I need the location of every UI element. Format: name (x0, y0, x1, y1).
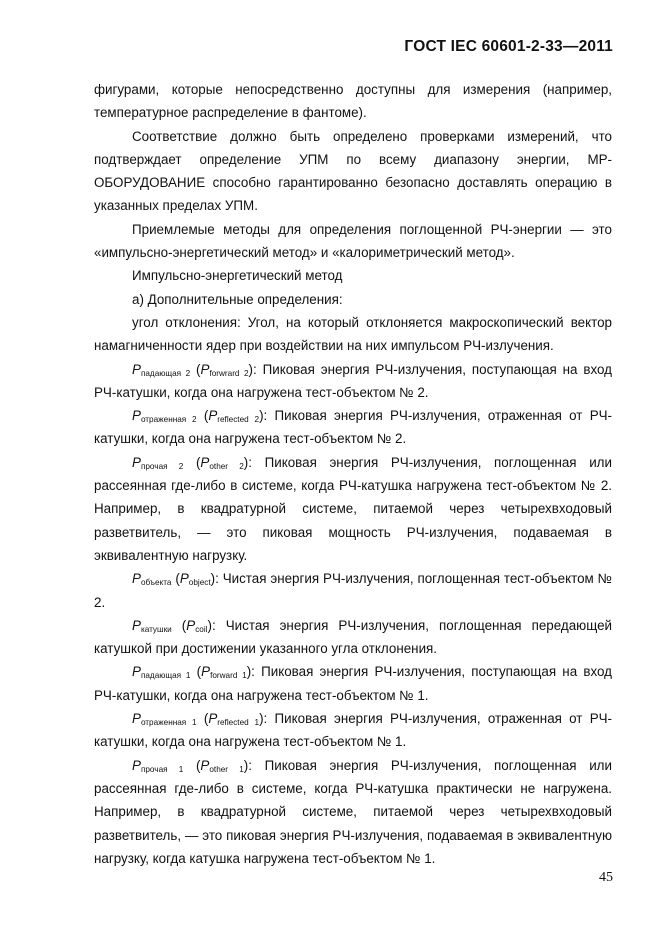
list-item: а) Дополнительные определения: (132, 291, 343, 307)
symbol: P (132, 571, 141, 587)
definition-p-reflected-1: $P_{отраженная 1}$ $(P_{reflected 1})$: Пиковая энергия РЧ-излучения, отраженная от РЧ-катушки, когда она нагружена тест-объектом № 1. (94, 711, 613, 750)
symbol: P (132, 757, 141, 773)
subscript: other 1 (209, 764, 244, 774)
paragraph: Приемлемые методы для определения поглощенной РЧ-энергии — это «импульсно-энергетический метод» и «калориметрический метод». (94, 221, 612, 261)
definition-p-forward-2: $P_{падающая 2}$ $(P_{forwrard 2})$: Пиковая энергия РЧ-излучения, поступающая на вход РЧ-катушки, когда она нагружена тест-объектом № 2. (94, 361, 612, 400)
symbol: P (200, 757, 210, 773)
definition-p-forward-1: $P_{падающая 1}$ $(P_{forward 1})$: Пиковая энергия РЧ-излучения, поступающая на вход РЧ-катушки, когда она нагружена тест-объектом № 1. (94, 664, 612, 703)
symbol: P (208, 408, 218, 424)
definition-text: ): Пиковая энергия РЧ-излучения, поступающая на вход РЧ-катушки, когда она нагружена тест-объектом № 1. (94, 664, 612, 703)
section-heading: Импульсно-энергетический метод (132, 268, 343, 284)
symbol: P (200, 454, 210, 470)
symbol: P (179, 571, 189, 587)
document-body (94, 78, 612, 870)
definition-text: ): Чистая энергия РЧ-излучения, поглощенная тест-объектом № 2. (94, 571, 612, 610)
definition-text: ): Пиковая энергия РЧ-излучения, отраженная от РЧ-катушки, когда она нагружена тест-объектом № 2. (94, 408, 613, 447)
definition-p-other-1: $P_{прочая 1}$ $(P_{other 1})$: Пиковая энергия РЧ-излучения, поглощенная или рассеянная где-либо в системе, когда РЧ-катушка практически не нагружена. Например, в квадратурной системе, питаемой через четырехвходовый разветвитель, — это пиковая энергия РЧ-излучения, подаваемая в эквивалентную нагрузку, когда катушка нагружена тест-объектом № 1. (94, 757, 612, 866)
subscript: reflected 2 (217, 415, 260, 425)
symbol: P (132, 617, 141, 633)
subscript: отраженная 1 (140, 718, 197, 728)
subscript: forwrard 2 (209, 368, 249, 378)
symbol: P (132, 664, 141, 680)
subscript: катушки (140, 624, 172, 634)
definition-text: ): Пиковая энергия РЧ-излучения, отраженная от РЧ-катушки, когда она нагружена тест-объектом № 1. (94, 711, 613, 750)
definition-deflection-angle: угол отклонения: Угол, на который отклоняется макроскопический вектор намагниченности ядер при воздействии на них импульсом РЧ-излучения. (94, 314, 612, 354)
definition-p-other-2: $P_{прочая 2}$ $(P_{other 2})$: Пиковая энергия РЧ-излучения, поглощенная или рассеянная где-либо в системе, когда РЧ-катушка нагружена тест-объектом № 2. Например, в квадратурной системе, питаемой через четырехвходовый разветвитель, — это пиковая мощность РЧ-излучения, подаваемая в эквивалентную нагрузку. (94, 454, 612, 563)
subscript: падающая 1 (140, 671, 191, 681)
definition-p-reflected-2: $P_{отраженная 2}$ $(P_{reflected 2})$: Пиковая энергия РЧ-излучения, отраженная от РЧ-катушки, когда она нагружена тест-объектом № 2. (94, 408, 613, 447)
definition-p-coil: $P_{катушки}$ $(P_{coil})$: Чистая энергия РЧ-излучения, поглощенная передающей катушкой при достижении указанного угла отклонения. (94, 617, 612, 657)
symbol: P (208, 711, 218, 727)
subscript: объекта (140, 578, 172, 588)
subscript: coil (195, 624, 208, 634)
subscript: отраженная 2 (140, 415, 197, 425)
subscript: reflected 1 (217, 718, 260, 728)
symbol: P (200, 361, 210, 377)
symbol: P (201, 664, 211, 680)
definition-text: ): Пиковая энергия РЧ-излучения, поступающая на вход РЧ-катушки, когда она нагружена тест-объектом № 2. (94, 361, 612, 400)
paragraph: Соответствие должно быть определено проверками измерений, что подтверждает определение УПМ по всему диапазону энергии, МР-ОБОРУДОВАНИЕ способно гарантированно безопасно доставлять операцию в указанных пределах УПМ. (94, 128, 612, 214)
subscript: forward 1 (210, 671, 247, 681)
definition-text: ): Чистая энергия РЧ-излучения, поглощенная передающей катушкой при достижении указанного угла отклонения. (94, 617, 612, 657)
definition-p-object: $P_{объекта}$ $(P_{object})$: Чистая энергия РЧ-излучения, поглощенная тест-объектом № 2. (94, 571, 612, 610)
definition-text: ): Пиковая энергия РЧ-излучения, поглощенная или рассеянная где-либо в системе, когда РЧ-катушка нагружена тест-объектом № 2. Например, в квадратурной системе, питаемой через четырехвходовый разветвитель, — это пиковая мощность РЧ-излучения, подаваемая в эквивалентную нагрузку. (94, 454, 612, 563)
paragraph: фигурами, которые непосредственно доступны для измерения (например, температурное распределение в фантоме). (94, 82, 612, 121)
symbol: P (132, 361, 141, 377)
symbol: P (132, 711, 141, 727)
subscript: прочая 1 (140, 764, 184, 774)
subscript: other 2 (209, 461, 244, 471)
subscript: object (188, 578, 211, 588)
symbol: P (132, 408, 141, 424)
document-header: ГОСТ IEC 60601-2-33—2011 (404, 38, 613, 55)
symbol: P (132, 454, 141, 470)
symbol: P (186, 617, 196, 633)
subscript: прочая 2 (140, 461, 184, 471)
subscript: падающая 2 (140, 368, 191, 378)
definition-text: ): Пиковая энергия РЧ-излучения, поглощенная или рассеянная где-либо в системе, когда РЧ-катушка практически не нагружена. Например, в квадратурной системе, питаемой через четырехвходовый разветвитель, — это пиковая энергия РЧ-излучения, подаваемая в эквивалентную нагрузку, когда катушка нагружена тест-объектом № 1. (94, 757, 612, 866)
page-number: 45 (599, 870, 613, 885)
